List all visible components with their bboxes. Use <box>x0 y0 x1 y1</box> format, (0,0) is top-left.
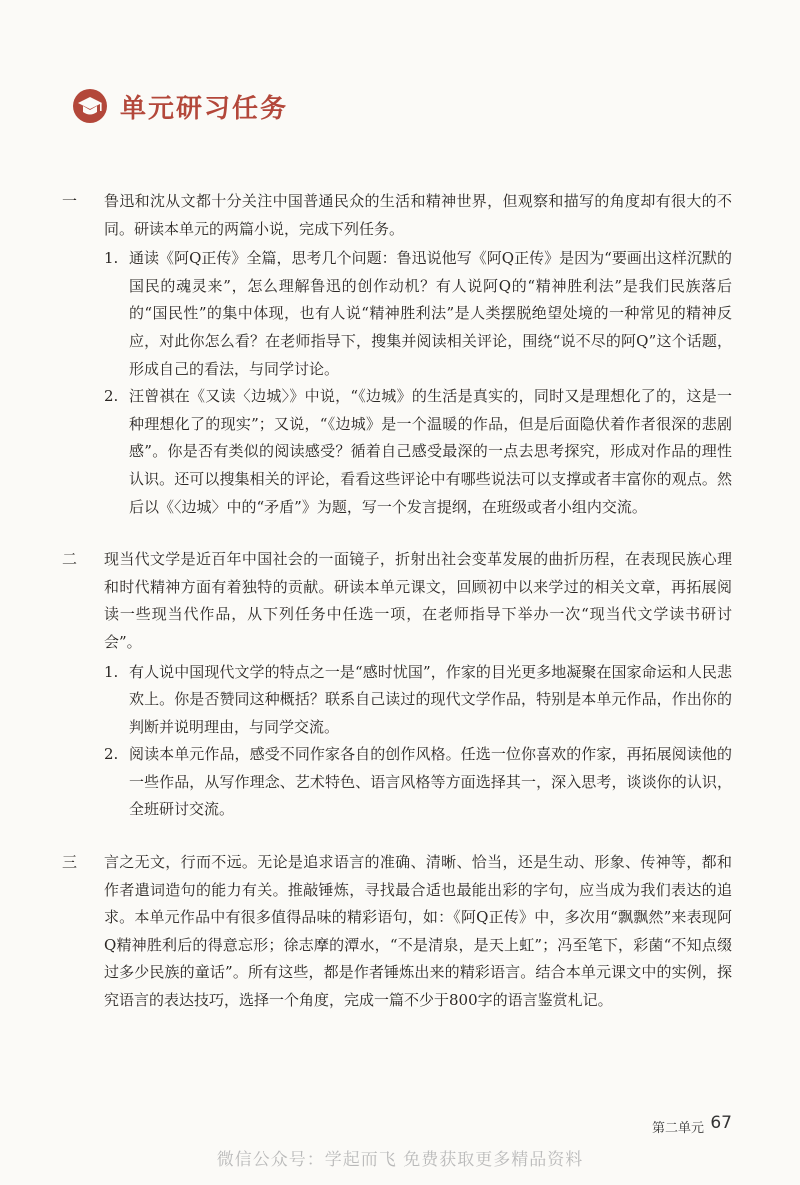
watermark-text: 微信公众号：学起而飞 免费获取更多精品资料 <box>216 1150 584 1170</box>
main-content <box>62 188 732 1015</box>
page-header <box>72 84 288 128</box>
unit-label: 第二单元 <box>651 1121 704 1136</box>
section-1 <box>62 188 732 521</box>
section-number: 二 <box>62 550 78 569</box>
section-intro: 现当代文学是近百年中国社会的一面镜子，折射出社会变革发展的曲折历程，在表现民族心理和时代精神方面有着独特的贡献。研读本单元课文，回顾初中以来学过的相关文章，再拓展阅读一些现当代作品，从下列任务中任选一项，在老师指导下举办一次“现当代文学读书研讨会”。 <box>104 550 732 651</box>
task-number: 1. <box>104 662 119 681</box>
section-3 <box>62 849 732 1015</box>
task-text: 通读《阿Q正传》全篇，思考几个问题：鲁迅说他写《阿Q正传》是因为“要画出这样沉默的国民的魂灵来”，怎么理解鲁迅的创作动机？有人说阿Q的“精神胜利法”是我们民族落后的“国民性”的集中体现，也有人说“精神胜利法”是人类摆脱绝望处境的一种常见的精神反应，对此你怎么看？在老师指导下，搜集并阅读相关评论，围绕“说不尽的阿Q”这个话题，形成自己的看法，与同学讨论。 <box>129 249 732 378</box>
section-intro: 言之无文，行而不远。无论是追求语言的准确、清晰、恰当，还是生动、形象、传神等，都和作者遣词造句的能力有关。推敲锤炼，寻找最合适也最能出彩的字句，应当成为我们表达的追求。本单元作品中有很多值得品味的精彩语句，如：《阿Q正传》中，多次用“飘飘然”来表现阿Q精神胜利后的得意忘形；徐志摩的潭水，“不是清泉，是天上虹”；冯至笔下，彩菌“不知点缀过多少民族的童话”。所有这些，都是作者锤炼出来的精彩语言。结合本单元课文中的实例，探究语言的表达技巧，选择一个角度，完成一篇不少于800字的语言鉴赏札记。 <box>104 853 732 1010</box>
task-text: 汪曾祺在《又读〈边城〉》中说，“《边城》的生活是真实的，同时又是理想化了的，这是一种理想化了的现实”；又说，“《边城》是一个温暖的作品，但是后面隐伏着作者很深的悲剧感”。你是否有类似的阅读感受？循着自己感受最深的一点去思考探究，形成对作品的理性认识。还可以搜集相关的评论，看看这些评论中有哪些说法可以支撑或者丰富你的观点。然后以《〈边城〉中的“矛盾”》为题，写一个发言提纲，在班级或者小组内交流。 <box>129 387 732 516</box>
page-title: 单元研习任务 <box>120 93 289 124</box>
graduation-cap-icon <box>72 88 108 124</box>
section-2 <box>62 546 732 824</box>
task-number: 2. <box>104 387 119 406</box>
task-item <box>104 659 732 742</box>
section-number: 一 <box>62 192 78 210</box>
task-text: 阅读本单元作品，感受不同作家各自的创作风格。任选一位你喜欢的作家，再拓展阅读他的一些作品，从写作理念、艺术特色、语言风格等方面选择其一，深入思考，谈谈你的认识，全班研讨交流。 <box>129 745 732 819</box>
task-item <box>104 383 732 521</box>
section-number: 三 <box>62 853 78 872</box>
task-item <box>104 741 732 824</box>
task-text: 有人说中国现代文学的特点之一是“感时忧国”，作家的目光更多地凝聚在国家命运和人民悲欢上。你是否赞同这种概括？联系自己读过的现代文学作品，特别是本单元作品，作出你的判断并说明理由，与同学交流。 <box>129 662 732 736</box>
section-intro: 鲁迅和沈从文都十分关注中国普通民众的生活和精神世界，但观察和描写的角度却有很大的不同。研读本单元的两篇小说，完成下列任务。 <box>104 192 732 238</box>
page-number: 67 <box>710 1113 732 1133</box>
task-number: 2. <box>104 745 119 764</box>
task-item <box>104 245 732 383</box>
task-number: 1. <box>104 249 119 268</box>
